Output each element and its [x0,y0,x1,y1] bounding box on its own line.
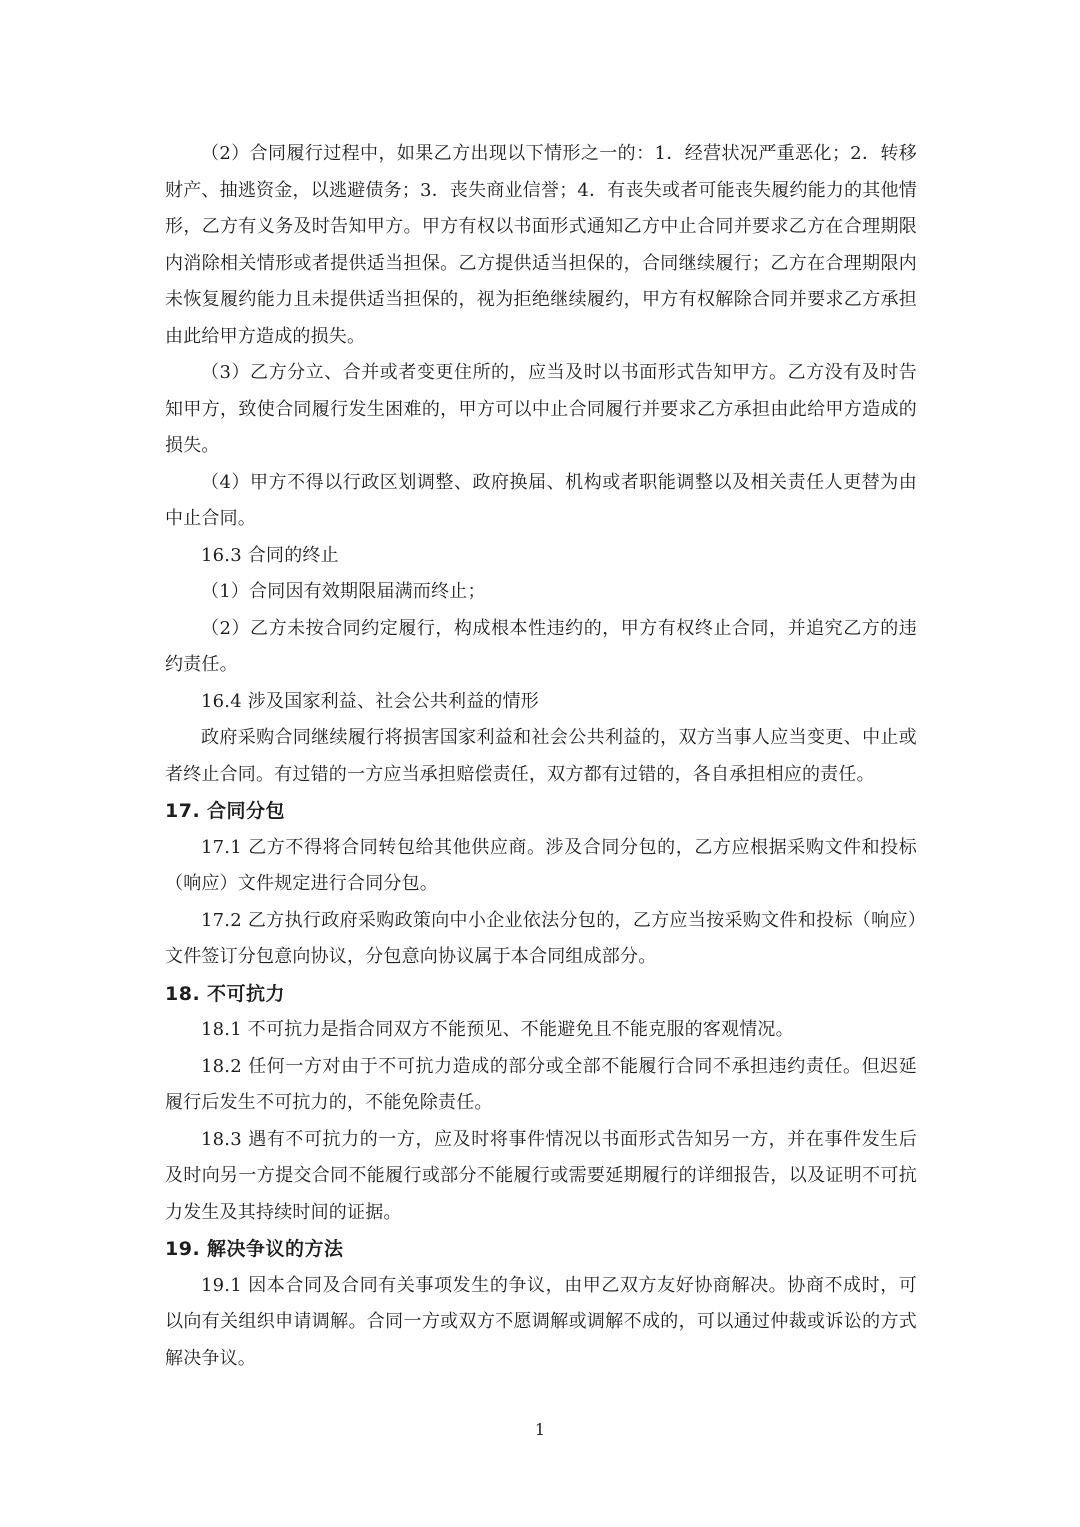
document-body [165,136,917,1377]
section-title: 合同分包 [207,800,286,822]
paragraph-16-3-2: （2）乙方未按合同约定履行，构成根本性违约的，甲方有权终止合同，并追究乙方的违约责任。 [165,617,917,675]
paragraph-17-2: 17.2 乙方执行政府采购政策向中小企业依法分包的，乙方应当按采购文件和投标（响应）文件签订分包意向协议，分包意向协议属于本合同组成部分。 [165,909,917,967]
paragraph-16-2-2: （2）合同履行过程中，如果乙方出现以下情形之一的：1．经营状况严重恶化；2．转移财产、抽逃资金，以逃避债务；3．丧失商业信誉；4．有丧失或者可能丧失履约能力的其他情形，乙方有义务及时告知甲方。甲方有权以书面形式通知乙方中止合同并要求乙方在合理期限内消除相关情形或者提供适当担保。乙方提供适当担保的，合同继续履行；乙方在合理期限内未恢复履约能力且未提供适当担保的，视为拒绝继续履约，甲方有权解除合同并要求乙方承担由此给甲方造成的损失。 [165,143,917,347]
section-title: 不可抗力 [207,982,286,1005]
page-number: 1 [534,1420,546,1439]
paragraph-16-4: 政府采购合同继续履行将损害国家利益和社会公共利益的，双方当事人应当变更、中止或者终止合同。有过错的一方应当承担赔偿责任，双方都有过错的，各自承担相应的责任。 [165,727,917,785]
paragraph-19-1: 19.1 因本合同及合同有关事项发生的争议，由甲乙双方友好协商解决。协商不成时，可以向有关组织申请调解。合同一方或双方不愿调解或调解不成的，可以通过仲裁或诉讼的方式解决争议。 [165,1274,917,1369]
subheading-16-3: 16.3 合同的终止 [201,544,339,566]
paragraph-18-2: 18.2 任何一方对由于不可抗力造成的部分或全部不能履行合同不承担违约责任。但迟延履行后发生不可抗力的，不能免除责任。 [165,1055,917,1113]
paragraph-17-1: 17.1 乙方不得将合同转包给其他供应商。涉及合同分包的，乙方应根据采购文件和投标（响应）文件规定进行合同分包。 [165,836,917,894]
paragraph-18-3: 18.3 遇有不可抗力的一方，应及时将事件情况以书面形式告知另一方，并在事件发生后及时向另一方提交合同不能履行或部分不能履行或需要延期履行的详细报告，以及证明不可抗力发生及其持续时间的证据。 [165,1128,917,1223]
section-heading-17 [165,793,917,830]
section-heading-19 [165,1231,917,1268]
paragraph-16-2-3: （3）乙方分立、合并或者变更住所的，应当及时以书面形式告知甲方。乙方没有及时告知甲方，致使合同履行发生困难的，甲方可以中止合同履行并要求乙方承担由此给甲方造成的损失。 [165,362,917,456]
section-number: 19. [165,1238,201,1260]
paragraph-16-2-4: （4）甲方不得以行政区划调整、政府换届、机构或者职能调整以及相关责任人更替为由中止合同。 [165,471,917,529]
section-heading-18 [165,976,917,1013]
section-title: 解决争议的方法 [207,1238,344,1260]
section-number: 17. [165,800,201,822]
subheading-16-4: 16.4 涉及国家利益、社会公共利益的情形 [201,690,539,712]
paragraph-16-3-1: （1）合同因有效期限届满而终止； [201,581,486,602]
section-number: 18. [165,982,201,1005]
paragraph-18-1: 18.1 不可抗力是指合同双方不能预见、不能避免且不能克服的客观情况。 [201,1019,794,1040]
